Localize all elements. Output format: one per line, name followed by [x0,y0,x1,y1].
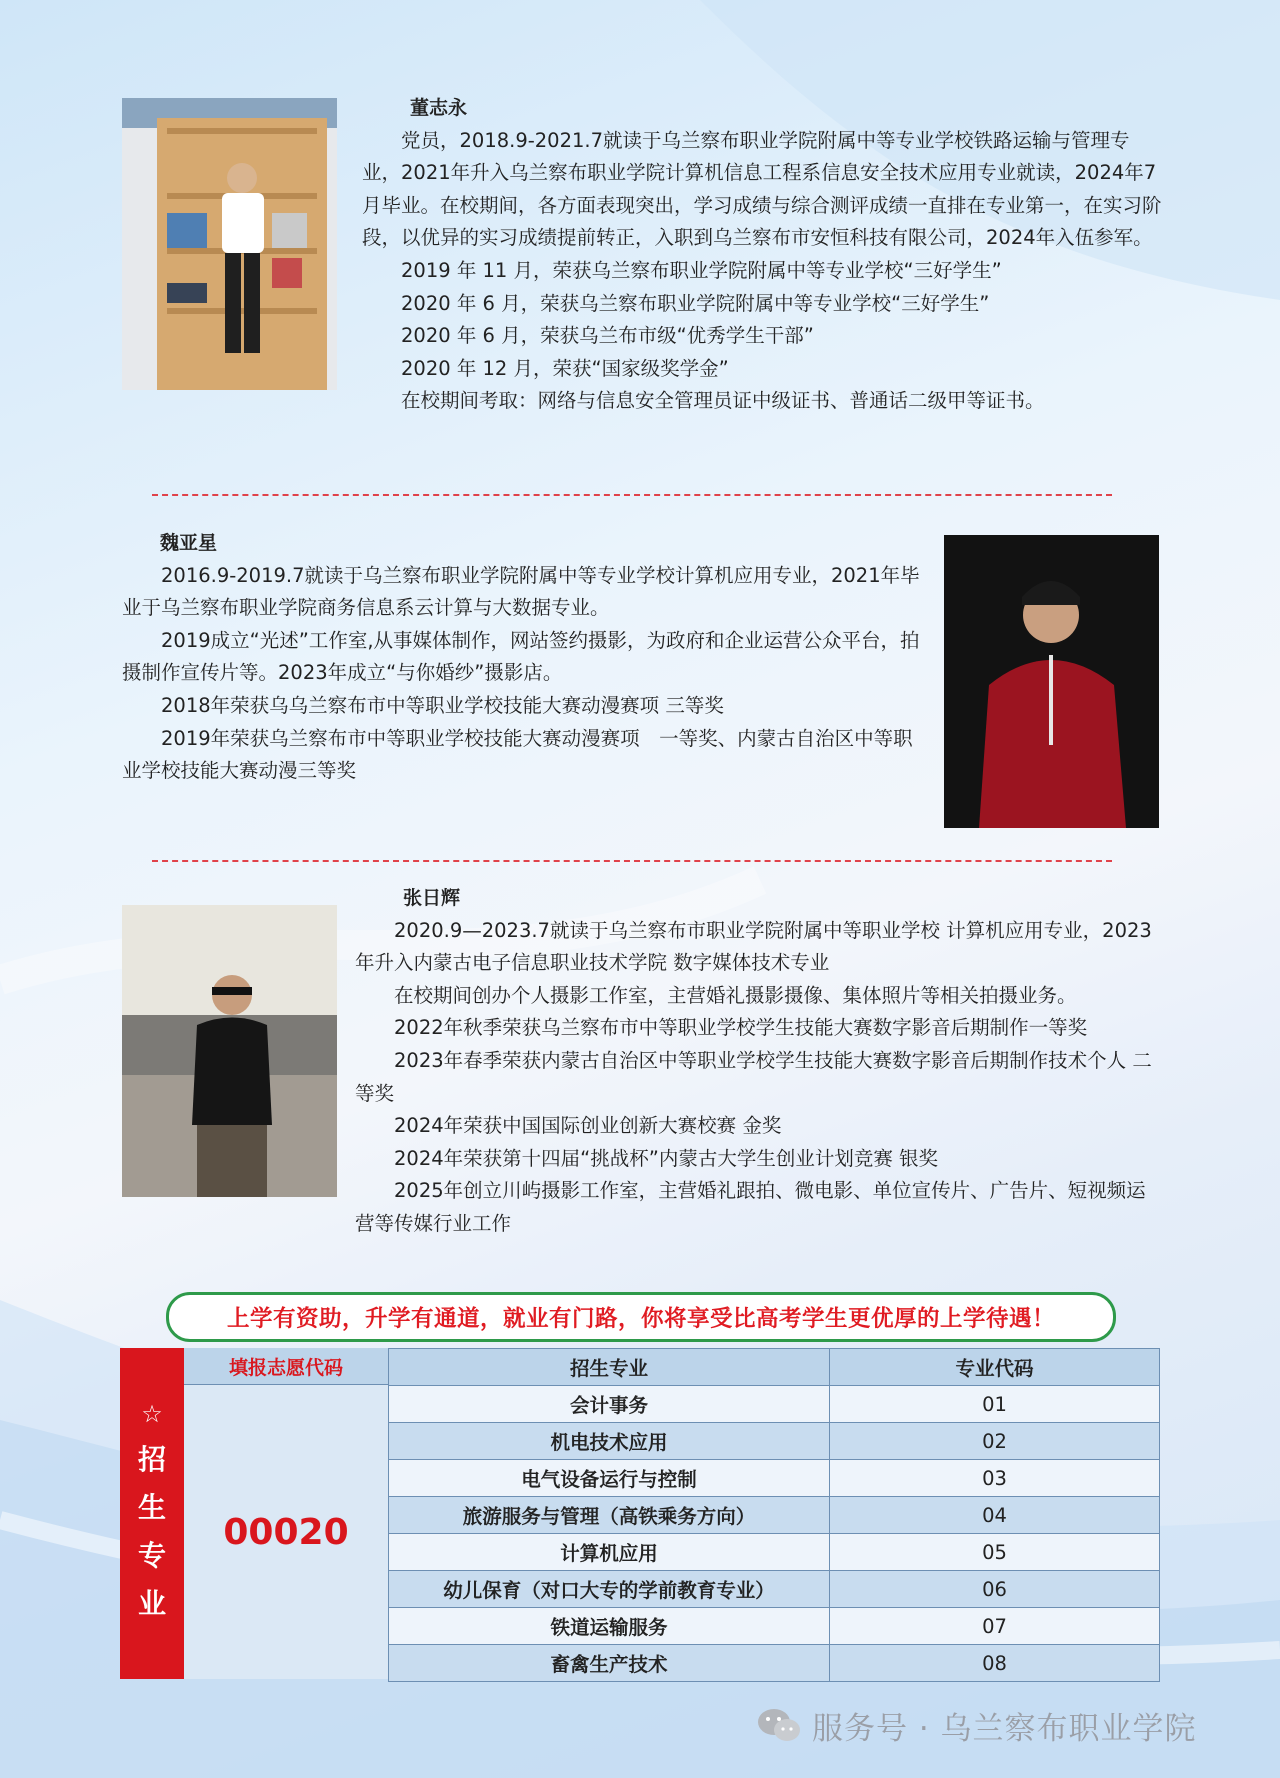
table-row [389,1534,1160,1571]
award-item: 2020 年 12 月，荣获“国家级奖学金” [401,356,729,380]
profile-photo-zhang [122,905,337,1197]
profile-bio: 党员，2018.9-2021.7就读于乌兰察布职业学院附属中等专业学校铁路运输与管理专业，2021年升入乌兰察布职业学院计算机信息工程系信息安全技术应用专业就读，2024年7月毕业。在校期间，各方面表现突出，学习成绩与综合测评成绩一直排在专业第一，在实习阶段，以优异的实习成绩提前转正，入职到乌兰察布市安恒科技有限公司，2024年入伍参军。 [362,128,1162,250]
major-code: 08 [830,1645,1160,1682]
profile-text-zhang [355,882,1165,1241]
major-code: 06 [830,1571,1160,1608]
major-code: 03 [830,1460,1160,1497]
student-bookshelf-photo-icon [122,98,337,390]
profile-text-wei [122,527,928,788]
benefit-banner: 上学有资助，升学有通道，就业有门路，你将享受比高考学生更优厚的上学待遇！ [166,1292,1116,1342]
major-name: 铁道运输服务 [389,1608,830,1645]
table-header-row [389,1349,1160,1386]
footer-text: 服务号 · 乌兰察布职业学院 [812,1710,1197,1747]
table-row [389,1460,1160,1497]
major-name: 旅游服务与管理（高铁乘务方向） [389,1497,830,1534]
wechat-icon [756,1705,802,1745]
table-row [389,1645,1160,1682]
profile-photo-dong [122,98,337,390]
table-row [389,1571,1160,1608]
profile-paragraph: 2024年荣获中国国际创业创新大赛校赛 金奖 [394,1114,782,1138]
major-column-header: 招生专业 [389,1349,830,1386]
profile-paragraph: 2023年春季荣获内蒙古自治区中等职业学校学生技能大赛数字影音后期制作技术个人 二等奖 [355,1048,1152,1105]
majors-table [388,1348,1160,1682]
award-item: 在校期间考取：网络与信息安全管理员证中级证书、普通话二级甲等证书。 [401,389,1045,413]
profile-text-dong [362,92,1162,418]
admissions-table [120,1348,1160,1679]
profile-name: 魏亚星 [160,532,218,554]
table-row [389,1386,1160,1423]
profile-paragraph: 2025年创立川屿摄影工作室，主营婚礼跟拍、微电影、单位宣传片、广告片、短视频运营等传媒行业工作 [355,1179,1146,1235]
profile-paragraph: 2020.9—2023.7就读于乌兰察布市职业学院附属中等职业学校 计算机应用专业，2023年升入内蒙古电子信息职业技术学院 数字媒体技术专业 [355,918,1152,975]
profile-paragraph: 2019年荣获乌兰察布市中等职业学校技能大赛动漫赛项 一等奖、内蒙古自治区中等职业学校技能大赛动漫三等奖 [122,726,913,783]
profile-name: 张日辉 [403,887,461,909]
major-name: 计算机应用 [389,1534,830,1571]
major-code: 02 [830,1423,1160,1460]
admissions-side-label [120,1348,184,1679]
profile-photo-wei [944,535,1159,828]
award-item: 2020 年 6 月，荣获乌兰察布职业学院附属中等专业学校“三好学生” [401,291,990,315]
table-row [389,1608,1160,1645]
student-red-jacket-photo-icon [944,535,1159,828]
side-label-char: 专 [137,1539,166,1572]
section-divider [152,494,1112,496]
major-name: 电气设备运行与控制 [389,1460,830,1497]
table-row [389,1497,1160,1534]
major-name: 畜禽生产技术 [389,1645,830,1682]
major-code: 01 [830,1386,1160,1423]
side-label-char: 招 [137,1443,166,1476]
major-name: 幼儿保育（对口大专的学前教育专业） [389,1571,830,1608]
major-code: 07 [830,1608,1160,1645]
profile-paragraph: 2019成立“光述”工作室,从事媒体制作，网站签约摄影，为政府和企业运营公众平台，拍摄制作宣传片等。2023年成立“与你婚纱”摄影店。 [122,628,920,685]
major-code: 04 [830,1497,1160,1534]
profile-paragraph: 2022年秋季荣获乌兰察布市中等职业学校学生技能大赛数字影音后期制作一等奖 [394,1016,1088,1040]
section-divider [152,860,1112,862]
award-item: 2019 年 11 月，荣获乌兰察布职业学院附属中等专业学校“三好学生” [401,258,1002,282]
major-code-column-header: 专业代码 [830,1349,1160,1386]
major-name: 机电技术应用 [389,1423,830,1460]
side-label-char: 生 [137,1491,166,1524]
student-street-photo-icon [122,905,337,1197]
application-code-header: 填报志愿代码 [184,1348,388,1385]
award-item: 2020 年 6 月，荣获乌兰布市级“优秀学生干部” [401,324,814,348]
star-icon: ☆ [141,1400,163,1428]
major-code: 05 [830,1534,1160,1571]
side-label-char: 业 [137,1587,166,1620]
major-name: 会计事务 [389,1386,830,1423]
profile-paragraph: 2018年荣获乌乌兰察布市中等职业学校技能大赛动漫赛项 三等奖 [161,693,724,717]
profile-paragraph: 2016.9-2019.7就读于乌兰察布职业学院附属中等专业学校计算机应用专业，2021年毕业于乌兰察布职业学院商务信息系云计算与大数据专业。 [122,563,920,620]
profile-paragraph: 在校期间创办个人摄影工作室，主营婚礼摄影摄像、集体照片等相关拍摄业务。 [394,983,1077,1007]
profile-name: 董志永 [410,97,468,119]
footer-watermark [756,1700,1197,1750]
application-code: 00020 [184,1385,388,1679]
profile-paragraph: 2024年荣获第十四届“挑战杯”内蒙古大学生创业计划竞赛 银奖 [394,1146,939,1170]
table-row [389,1423,1160,1460]
